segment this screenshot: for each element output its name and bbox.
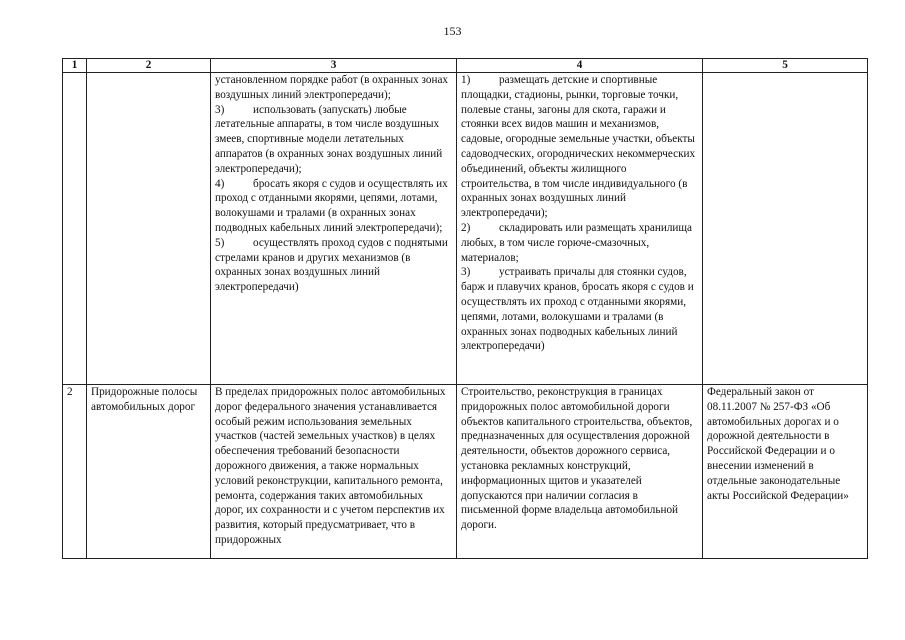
prohibition-item — [461, 265, 698, 354]
table-cell-zone-name — [87, 73, 211, 385]
table-cell-number: 2 — [63, 385, 87, 559]
restriction-item-number: 3) — [215, 103, 225, 116]
column-header-1: 1 — [63, 59, 87, 73]
table-cell-legal-basis: Федеральный закон от 08.11.2007 № 257-ФЗ «Об автомобильных дорогах и о дорожной деятельности в Российской Федерации и о внесении изменений в отдельные законодательные акты Российской Федерации» — [703, 385, 868, 559]
prohibition-item-text: устраивать причалы для стоянки судов, барж и плавучих кранов, бросать якоря с судов и осуществлять их проход с отданными якорями, цепями, лотами, волокушами и тралами (в охранных зонах подводных кабельных линий электропередачи) — [461, 266, 694, 353]
prohibition-item-number: 2) — [461, 221, 471, 234]
restriction-item — [215, 103, 452, 177]
restriction-item — [215, 177, 452, 236]
table-row — [63, 385, 868, 559]
prohibition-item — [461, 221, 698, 265]
restriction-lead-text: установленном порядке работ (в охранных зонах воздушных линий электропередачи); — [215, 74, 449, 101]
prohibition-item-text: складировать или размещать хранилища любых, в том числе горюче-смазочных, материалов; — [461, 221, 692, 264]
table-cell-zone-name: Придорожные полосы автомобильных дорог — [87, 385, 211, 559]
table-row-continuation — [63, 73, 868, 385]
column-header-5: 5 — [703, 59, 868, 73]
restriction-item-number: 4) — [215, 177, 225, 190]
restriction-item-text: использовать (запускать) любые летательные аппараты, в том числе воздушных змеев, спортивные модели летательных аппаратов (в охранных зонах воздушных линий электропередачи); — [215, 103, 443, 175]
restriction-item-number: 5) — [215, 236, 225, 249]
prohibition-item-number: 3) — [461, 266, 471, 279]
prohibition-item-number: 1) — [461, 74, 471, 86]
column-header-4: 4 — [457, 59, 703, 73]
table-cell-prohibitions: Строительство, реконструкция в границах придорожных полос автомобильной дороги объектов капитального строительства, объектов, предназначенных для осуществления дорожной деятельности, объектов дорожного сервиса, установка рекламных конструкций, информационных щитов и указателей допускаются при наличии согласия в письменной форме владельца автомобильной дороги. — [457, 385, 703, 559]
column-header-2: 2 — [87, 59, 211, 73]
table-cell-number — [63, 73, 87, 385]
table-cell-prohibitions-cont — [457, 73, 703, 385]
table-cell-restrictions-cont — [211, 73, 457, 385]
prohibition-item — [461, 73, 698, 221]
restriction-item-text: бросать якоря с судов и осуществлять их проход с отданными якорями, цепями, лотами, волокушами и тралами (в охранных зонах подводных кабельных линий электропередачи); — [215, 177, 448, 234]
prohibition-item-text: размещать детские и спортивные площадки, стадионы, рынки, торговые точки, полевые станы, загоны для скота, гаражи и стоянки всех видов машин и механизмов, садовые, огородные земельные участки, объекты садоводческих, огороднических некоммерческих объединений, объекты жилищного строительства, в том числе индивидуального (в охранных зонах воздушных линий электропередачи); — [461, 74, 696, 220]
table-cell-legal-basis — [703, 73, 868, 385]
table-cell-restrictions: В пределах придорожных полос автомобильных дорог федерального значения устанавливается особый режим использования земельных участков (частей земельных участков) в целях обеспечения требований безопасности дорожного движения, а также нормальных условий реконструкции, капитального ремонта, ремонта, содержания таких автомобильных дорог, их сохранности и с учетом перспектив их развития, который предусматривает, что в придорожных — [211, 385, 457, 559]
regulation-table — [62, 58, 868, 559]
restriction-item — [215, 236, 452, 295]
table-header-row — [63, 59, 868, 73]
page-number: 153 — [443, 24, 462, 38]
column-header-3: 3 — [211, 59, 457, 73]
restriction-item-text: осуществлять проход судов с поднятыми стрелами кранов и других механизмов (в охранных зонах воздушных линий электропередачи) — [215, 236, 448, 294]
